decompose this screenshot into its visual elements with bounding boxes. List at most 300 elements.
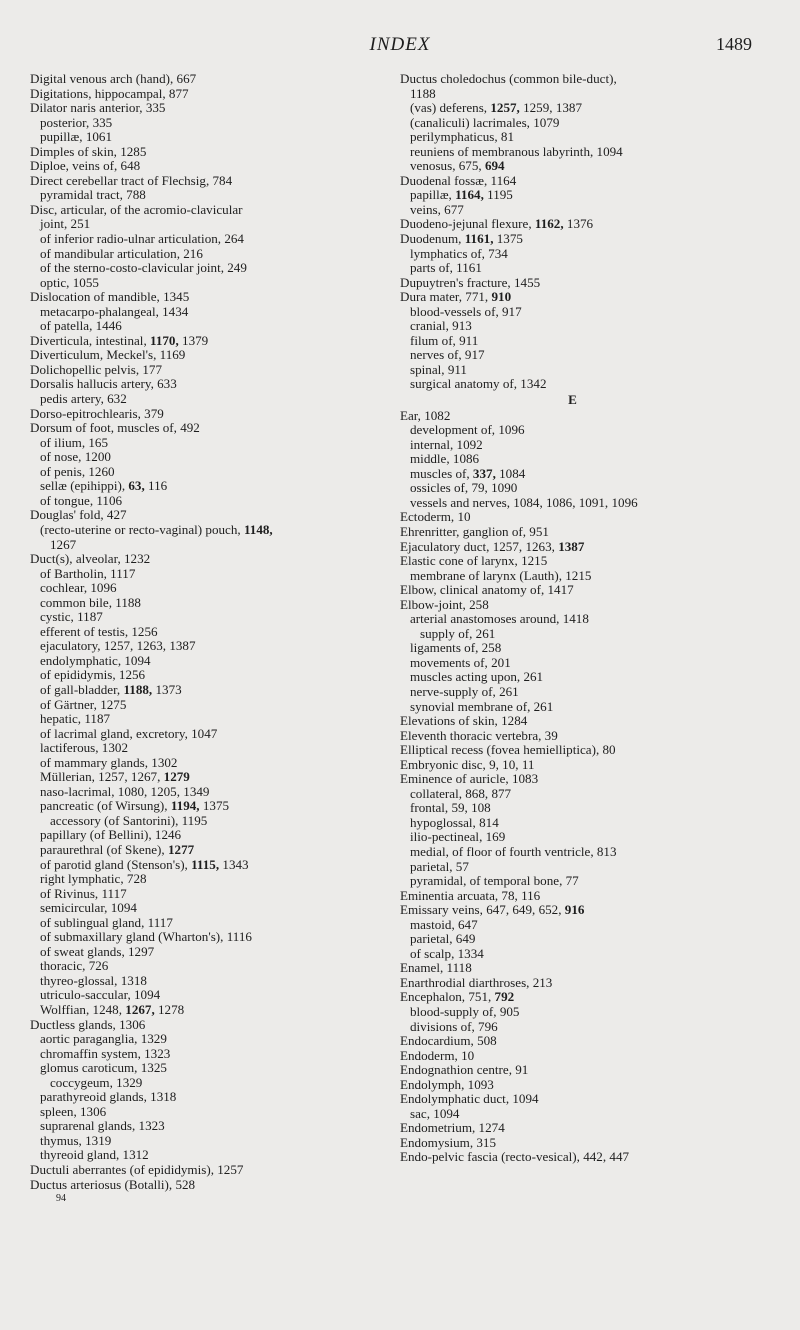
index-subentry xyxy=(400,159,745,174)
index-entry xyxy=(30,174,375,189)
principal-page-ref: 63, xyxy=(128,478,145,494)
entry-text: venosus, 675, xyxy=(410,158,485,174)
index-subentry xyxy=(400,203,745,218)
signature-mark: 94 xyxy=(56,1193,66,1205)
principal-page-ref: 1161, xyxy=(464,231,494,247)
entry-text: Ductless glands, 1306 xyxy=(30,1016,146,1032)
entry-text: 1188 xyxy=(410,85,436,101)
index-subentry xyxy=(400,641,745,656)
entry-text: Ductus choledochus (common bile-duct), xyxy=(400,71,617,86)
principal-page-ref: 1162, xyxy=(534,216,564,232)
entry-text: muscles of, xyxy=(410,465,473,481)
index-entry xyxy=(400,990,745,1005)
left-index-column xyxy=(30,72,375,1206)
principal-page-ref: 1115, xyxy=(191,856,220,872)
entry-text: frontal, 59, 108 xyxy=(410,800,491,816)
index-subentry xyxy=(30,232,375,247)
entry-text: chromaffin system, 1323 xyxy=(40,1045,171,1061)
index-subentry xyxy=(400,423,745,438)
index-subentry xyxy=(30,1047,375,1062)
entry-text: ossicles of, 79, 1090 xyxy=(410,480,518,496)
index-subentry xyxy=(400,452,745,467)
index-subentry xyxy=(400,830,745,845)
index-subentry xyxy=(400,700,745,715)
entry-text: common bile, 1188 xyxy=(40,594,141,610)
entry-text: Eminentia arcuata, 78, 116 xyxy=(400,887,541,903)
entry-text: Elbow, clinical anatomy of, 1417 xyxy=(400,582,574,598)
entry-text: of epididymis, 1256 xyxy=(40,667,146,683)
index-entry xyxy=(400,1049,745,1064)
index-subentry xyxy=(400,377,745,392)
index-entry xyxy=(30,407,375,422)
index-subentry xyxy=(30,756,375,771)
index-subentry xyxy=(30,741,375,756)
index-entry xyxy=(400,772,745,787)
index-subentry xyxy=(400,932,745,947)
principal-page-ref: 337, xyxy=(472,465,496,481)
entry-text: thymus, 1319 xyxy=(40,1132,112,1148)
principal-page-ref: 1194, xyxy=(170,798,200,814)
index-subentry xyxy=(30,1119,375,1134)
entry-text: 1267 xyxy=(50,536,77,552)
index-subentry xyxy=(400,627,745,642)
entry-text: glomus caroticum, 1325 xyxy=(40,1060,167,1076)
entry-text: mastoid, 647 xyxy=(410,916,478,932)
entry-text: Ejaculatory duct, 1257, 1263, xyxy=(400,538,559,554)
index-subentry xyxy=(30,945,375,960)
entry-text: Ehrenritter, ganglion of, 951 xyxy=(400,523,549,539)
entry-text: papillary (of Bellini), 1246 xyxy=(40,827,182,843)
entry-text: papillæ, xyxy=(410,187,456,203)
index-subentry xyxy=(400,188,745,203)
entry-text: Diploe, veins of, 648 xyxy=(30,158,141,174)
entry-text: of Gärtner, 1275 xyxy=(40,696,127,712)
index-subentry xyxy=(400,101,745,116)
index-entry xyxy=(400,743,745,758)
index-subentry xyxy=(30,436,375,451)
index-subentry xyxy=(30,538,375,553)
index-subentry xyxy=(30,727,375,742)
index-subentry xyxy=(400,612,745,627)
entry-text: of mandibular articulation, 216 xyxy=(40,245,203,261)
entry-text: aortic paraganglia, 1329 xyxy=(40,1031,167,1047)
index-subentry xyxy=(400,787,745,802)
index-subentry xyxy=(30,319,375,334)
index-subentry xyxy=(30,494,375,509)
entry-text: of Bartholin, 1117 xyxy=(40,565,136,581)
running-title: INDEX xyxy=(369,34,431,55)
entry-text: Enamel, 1118 xyxy=(400,960,472,976)
index-entry xyxy=(30,508,375,523)
entry-text: movements of, 201 xyxy=(410,654,511,670)
index-subentry xyxy=(30,683,375,698)
index-subentry xyxy=(400,261,745,276)
index-subentry xyxy=(30,276,375,291)
entry-text: synovial membrane of, 261 xyxy=(410,698,554,714)
entry-text: ligaments of, 258 xyxy=(410,640,502,656)
index-subentry xyxy=(30,450,375,465)
entry-text: Eleventh thoracic vertebra, 39 xyxy=(400,727,558,743)
page-refs: 116 xyxy=(144,478,168,494)
principal-page-ref: 1267, xyxy=(125,1002,155,1017)
entry-text: pedis artery, 632 xyxy=(40,391,127,407)
index-subentry xyxy=(30,217,375,232)
entry-text: blood-supply of, 905 xyxy=(410,1004,520,1019)
index-subentry xyxy=(30,959,375,974)
index-entry xyxy=(400,1121,745,1136)
index-subentry xyxy=(30,305,375,320)
entry-text: Endolymphatic duct, 1094 xyxy=(400,1091,539,1107)
index-subentry xyxy=(400,130,745,145)
index-subentry xyxy=(400,305,745,320)
index-entry xyxy=(400,976,745,991)
entry-text: middle, 1086 xyxy=(410,451,480,467)
entry-text: Disc, articular, of the acromio-clavicular xyxy=(30,201,243,217)
entry-text: nerve-supply of, 261 xyxy=(410,683,519,699)
entry-text: Endognathion centre, 91 xyxy=(400,1062,529,1078)
entry-text: Dolichopellic pelvis, 177 xyxy=(30,361,163,377)
entry-text: of submaxillary gland (Wharton's), 1116 xyxy=(40,929,252,945)
entry-text: Elliptical recess (fovea hemielliptica), 80 xyxy=(400,742,616,758)
index-entry xyxy=(400,510,745,525)
entry-text: Dupuytren's fracture, 1455 xyxy=(400,274,541,290)
entry-text: (canaliculi) lacrimales, 1079 xyxy=(410,114,560,130)
index-subentry xyxy=(400,145,745,160)
index-entry xyxy=(30,203,375,218)
index-subentry xyxy=(30,887,375,902)
entry-text: of lacrimal gland, excretory, 1047 xyxy=(40,725,218,741)
entry-text: parietal, 57 xyxy=(410,858,469,874)
index-subentry xyxy=(30,116,375,131)
entry-text: Dorsalis hallucis artery, 633 xyxy=(30,376,177,392)
index-subentry xyxy=(400,496,745,511)
entry-text: Elevations of skin, 1284 xyxy=(400,713,528,729)
index-entry xyxy=(400,217,745,232)
entry-text: accessory (of Santorini), 1195 xyxy=(50,812,208,828)
index-entry xyxy=(30,1163,375,1178)
entry-text: Endomysium, 315 xyxy=(400,1134,497,1150)
index-entry xyxy=(400,758,745,773)
index-subentry xyxy=(400,816,745,831)
entry-text: Wolffian, 1248, xyxy=(40,1002,126,1017)
index-subentry xyxy=(30,901,375,916)
principal-page-ref: 910 xyxy=(491,289,512,305)
index-entry xyxy=(400,903,745,918)
entry-text: thoracic, 726 xyxy=(40,958,109,974)
index-subentry xyxy=(30,1032,375,1047)
entry-text: of Rivinus, 1117 xyxy=(40,885,127,901)
entry-text: right lymphatic, 728 xyxy=(40,871,147,887)
index-entry xyxy=(400,232,745,247)
index-entry xyxy=(400,409,745,424)
index-entry xyxy=(30,145,375,160)
entry-text: lymphatics of, 734 xyxy=(410,245,508,261)
index-entry xyxy=(30,421,375,436)
entry-text: Embryonic disc, 9, 10, 11 xyxy=(400,756,535,772)
entry-text: Digital venous arch (hand), 667 xyxy=(30,71,197,86)
entry-text: pancreatic (of Wirsung), xyxy=(40,798,171,814)
index-subentry xyxy=(30,581,375,596)
index-entry xyxy=(30,334,375,349)
index-entry xyxy=(30,87,375,102)
index-entry xyxy=(400,889,745,904)
entry-text: of penis, 1260 xyxy=(40,463,115,479)
index-subentry xyxy=(30,828,375,843)
right-index-column xyxy=(400,72,745,1165)
entry-text: Ductuli aberrantes (of epididymis), 1257 xyxy=(30,1162,244,1178)
index-entry xyxy=(30,159,375,174)
entry-text: Dorso-epitrochlearis, 379 xyxy=(30,405,164,421)
index-entry xyxy=(400,276,745,291)
entry-text: optic, 1055 xyxy=(40,274,99,290)
principal-page-ref: 694 xyxy=(484,158,505,174)
index-entry xyxy=(400,598,745,613)
page-refs: 1278 xyxy=(154,1002,185,1017)
entry-text: Eminence of auricle, 1083 xyxy=(400,771,539,787)
entry-text: suprarenal glands, 1323 xyxy=(40,1118,165,1134)
index-subentry xyxy=(30,261,375,276)
index-subentry xyxy=(30,916,375,931)
entry-text: nerves of, 917 xyxy=(410,347,485,363)
entry-text: Endoderm, 10 xyxy=(400,1047,475,1063)
index-entry xyxy=(400,1150,745,1165)
index-subentry xyxy=(400,685,745,700)
index-subentry xyxy=(400,438,745,453)
entry-text: perilymphaticus, 81 xyxy=(410,129,515,145)
index-subentry xyxy=(30,625,375,640)
index-entry xyxy=(400,174,745,189)
principal-page-ref: 1257, xyxy=(490,100,520,116)
index-entry xyxy=(30,1018,375,1033)
index-subentry xyxy=(30,1105,375,1120)
index-entry xyxy=(30,101,375,116)
index-subentry xyxy=(400,319,745,334)
index-entry xyxy=(400,540,745,555)
entry-text: of patella, 1446 xyxy=(40,318,122,334)
entry-text: Duodeno-jejunal flexure, xyxy=(400,216,535,232)
page-refs: 1373 xyxy=(152,681,182,697)
entry-text: Digitations, hippocampal, 877 xyxy=(30,85,189,101)
index-subentry xyxy=(30,843,375,858)
index-subentry xyxy=(30,712,375,727)
index-subentry xyxy=(400,348,745,363)
entry-text: of ilium, 165 xyxy=(40,434,109,450)
index-subentry xyxy=(30,1148,375,1163)
index-entry xyxy=(30,290,375,305)
index-subentry xyxy=(30,930,375,945)
page-refs: 1375 xyxy=(493,231,523,247)
entry-text: veins, 677 xyxy=(410,201,464,217)
entry-text: cystic, 1187 xyxy=(40,609,103,625)
entry-text: naso-lacrimal, 1080, 1205, 1349 xyxy=(40,783,210,799)
index-subentry xyxy=(30,392,375,407)
entry-text: collateral, 868, 877 xyxy=(410,785,512,801)
index-entry xyxy=(400,961,745,976)
index-subentry xyxy=(30,188,375,203)
page-refs: 1084 xyxy=(495,465,526,481)
index-subentry xyxy=(30,785,375,800)
principal-page-ref: 1279 xyxy=(163,769,190,785)
entry-text: of the sterno-costo-clavicular joint, 249 xyxy=(40,260,247,276)
entry-text: parathyreoid glands, 1318 xyxy=(40,1089,177,1105)
index-subentry xyxy=(400,1005,745,1020)
index-entry xyxy=(30,552,375,567)
entry-text: Endometrium, 1274 xyxy=(400,1120,505,1136)
principal-page-ref: 1387 xyxy=(558,538,585,554)
entry-text: semicircular, 1094 xyxy=(40,900,137,916)
entry-text: Elastic cone of larynx, 1215 xyxy=(400,553,548,569)
entry-text: thyreoid gland, 1312 xyxy=(40,1147,149,1163)
index-subentry xyxy=(30,1076,375,1091)
entry-text: sellæ (epihippi), xyxy=(40,478,129,494)
entry-text: (vas) deferens, xyxy=(410,100,491,116)
entry-text: Enarthrodial diarthroses, 213 xyxy=(400,974,553,990)
entry-text: Duodenal fossæ, 1164 xyxy=(400,172,517,188)
page-number: 1489 xyxy=(716,34,752,54)
entry-text: Dorsum of foot, muscles of, 492 xyxy=(30,420,200,436)
principal-page-ref: 916 xyxy=(564,902,585,918)
index-entry xyxy=(400,1063,745,1078)
entry-text: of parotid gland (Stenson's), xyxy=(40,856,192,872)
page-refs: 1375 xyxy=(199,798,230,814)
entry-text: of inferior radio-ulnar articulation, 264 xyxy=(40,231,244,247)
principal-page-ref: 792 xyxy=(494,989,515,1005)
entry-text: Duodenum, xyxy=(400,231,465,247)
entry-text: of scalp, 1334 xyxy=(410,945,484,961)
index-subentry xyxy=(30,523,375,538)
entry-text: pyramidal, of temporal bone, 77 xyxy=(410,873,579,889)
entry-text: spinal, 911 xyxy=(410,361,467,377)
index-subentry xyxy=(400,1020,745,1035)
index-subentry xyxy=(30,479,375,494)
index-subentry xyxy=(30,974,375,989)
entry-text: pupillæ, 1061 xyxy=(40,129,113,145)
index-entry xyxy=(400,554,745,569)
index-subentry xyxy=(400,363,745,378)
entry-text: Duct(s), alveolar, 1232 xyxy=(30,551,151,567)
index-subentry xyxy=(400,845,745,860)
index-subentry xyxy=(400,860,745,875)
entry-text: parietal, 649 xyxy=(410,931,476,947)
entry-text: Endolymph, 1093 xyxy=(400,1076,494,1092)
entry-text: Endo-pelvic fascia (recto-vesical), 442, 447 xyxy=(400,1149,630,1165)
index-subentry xyxy=(30,654,375,669)
index-subentry xyxy=(30,1134,375,1149)
index-subentry xyxy=(400,87,745,102)
entry-text: Encephalon, 751, xyxy=(400,989,495,1005)
entry-text: Douglas' fold, 427 xyxy=(30,507,127,523)
entry-text: parts of, 1161 xyxy=(410,260,482,276)
entry-text: paraurethral (of Skene), xyxy=(40,841,168,857)
entry-text: Müllerian, 1257, 1267, xyxy=(40,769,164,785)
entry-text: Diverticula, intestinal, xyxy=(30,332,150,348)
principal-page-ref: 1188, xyxy=(123,681,153,697)
entry-text: Dislocation of mandible, 1345 xyxy=(30,289,190,305)
index-subentry xyxy=(30,247,375,262)
index-entry xyxy=(30,348,375,363)
entry-text: Dimples of skin, 1285 xyxy=(30,143,147,159)
index-subentry xyxy=(30,698,375,713)
principal-page-ref: 1148, xyxy=(243,521,273,537)
principal-page-ref: 1170, xyxy=(150,332,179,348)
entry-text: thyreo-glossal, 1318 xyxy=(40,972,147,988)
entry-text: efferent of testis, 1256 xyxy=(40,623,158,639)
index-entry xyxy=(400,525,745,540)
index-entry xyxy=(30,377,375,392)
index-subentry xyxy=(30,799,375,814)
entry-text: of nose, 1200 xyxy=(40,449,111,465)
entry-text: ejaculatory, 1257, 1263, 1387 xyxy=(40,638,196,654)
entry-text: Diverticulum, Meckel's, 1169 xyxy=(30,347,186,363)
entry-text: of sublingual gland, 1117 xyxy=(40,914,173,930)
index-entry xyxy=(400,583,745,598)
entry-text: hypoglossal, 814 xyxy=(410,814,499,830)
index-subentry xyxy=(30,610,375,625)
entry-text: endolymphatic, 1094 xyxy=(40,652,151,668)
index-subentry xyxy=(400,467,745,482)
index-subentry xyxy=(30,465,375,480)
entry-text: internal, 1092 xyxy=(410,436,483,452)
principal-page-ref: 1164, xyxy=(455,187,484,203)
entry-text: of mammary glands, 1302 xyxy=(40,754,178,770)
index-subentry xyxy=(400,569,745,584)
entry-text: divisions of, 796 xyxy=(410,1018,498,1034)
index-subentry xyxy=(30,872,375,887)
principal-page-ref: 1277 xyxy=(167,841,195,857)
index-subentry xyxy=(400,874,745,889)
index-entry xyxy=(30,72,375,87)
entry-text: supply of, 261 xyxy=(420,625,496,641)
entry-text: membrane of larynx (Lauth), 1215 xyxy=(410,567,592,583)
entry-text: reuniens of membranous labyrinth, 1094 xyxy=(410,143,623,159)
entry-text: surgical anatomy of, 1342 xyxy=(410,376,547,392)
index-subentry xyxy=(400,801,745,816)
entry-text: of tongue, 1106 xyxy=(40,492,123,508)
index-entry xyxy=(400,1078,745,1093)
entry-text: Ectoderm, 10 xyxy=(400,509,471,525)
entry-text: of sweat glands, 1297 xyxy=(40,943,155,959)
entry-text: Emissary veins, 647, 649, 652, xyxy=(400,902,565,918)
entry-text: Dilator naris anterior, 335 xyxy=(30,100,166,116)
page-refs: 1195 xyxy=(483,187,513,203)
page-refs: 1343 xyxy=(219,856,249,872)
index-subentry xyxy=(400,1107,745,1122)
entry-text: ilio-pectineal, 169 xyxy=(410,829,506,845)
index-entry xyxy=(400,72,745,87)
entry-text: Elbow-joint, 258 xyxy=(400,596,489,612)
entry-text: (recto-uterine or recto-vaginal) pouch, xyxy=(40,521,244,537)
page-header xyxy=(0,34,800,56)
index-subentry xyxy=(400,670,745,685)
entry-text: lactiferous, 1302 xyxy=(40,740,128,756)
entry-text: Ear, 1082 xyxy=(400,407,451,423)
index-subentry xyxy=(30,567,375,582)
entry-text: hepatic, 1187 xyxy=(40,711,111,727)
index-entry xyxy=(30,363,375,378)
entry-text: muscles acting upon, 261 xyxy=(410,669,544,685)
index-entry xyxy=(30,1178,375,1193)
index-entry xyxy=(400,1136,745,1151)
page-refs: 1376 xyxy=(563,216,594,232)
entry-text: vessels and nerves, 1084, 1086, 1091, 1096 xyxy=(410,494,638,510)
entry-text: spleen, 1306 xyxy=(40,1103,107,1119)
index-subentry xyxy=(30,130,375,145)
page-refs: 1379 xyxy=(178,332,209,348)
entry-text: medial, of floor of fourth ventricle, 813 xyxy=(410,843,617,859)
entry-text: arterial anastomoses around, 1418 xyxy=(410,611,589,627)
entry-text: Endocardium, 508 xyxy=(400,1033,497,1049)
index-subentry xyxy=(400,481,745,496)
